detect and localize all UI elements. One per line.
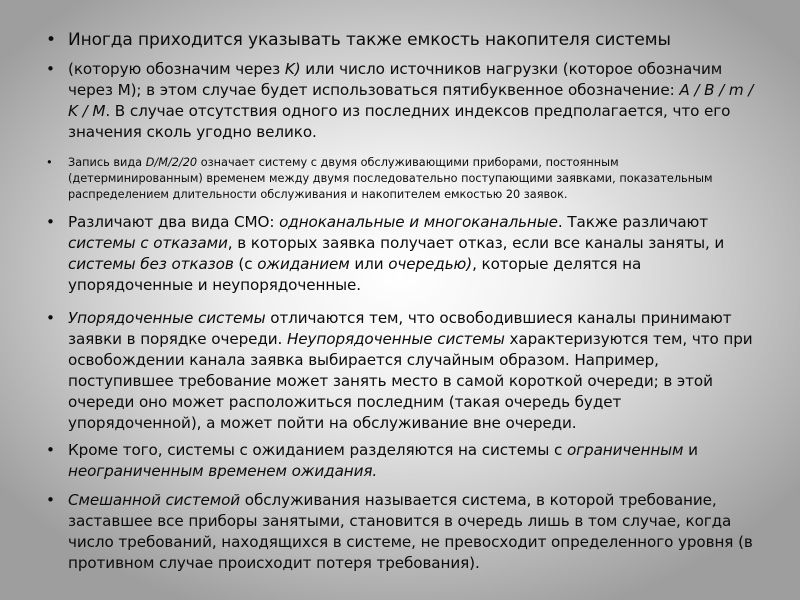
text-span: или <box>349 255 389 273</box>
bullet-item-five-letter-notation <box>44 59 756 143</box>
text-span-italic: Смешанной системой <box>68 491 241 509</box>
text-span: . Также различают <box>557 213 708 231</box>
text-span: означает систему с двумя обслуживающими приборами, постоянным (детерминированным) временем между двумя последовательно поступающими заявками, показательным распределением длительности обслуживания и накопителем емкостью 20 заявок. <box>68 156 713 201</box>
text-span-italic: ожиданием <box>257 255 350 273</box>
text-span-italic: D/M/2/20 <box>145 156 198 169</box>
text-span-italic: системы с отказами <box>68 234 228 252</box>
text-span: (которую обозначим через <box>68 60 285 78</box>
bullet-item-ordered-systems <box>44 308 756 434</box>
text-span-italic: Неупорядоченные системы <box>286 330 505 348</box>
bullet-text <box>68 213 724 294</box>
bullet-text <box>68 156 713 201</box>
bullet-item-example-notation <box>44 155 756 203</box>
bullet-item-waiting-time <box>44 440 756 482</box>
text-span-italic: очередью) <box>388 255 473 273</box>
text-span: , в которых заявка получает отказ, если все каналы заняты, и <box>227 234 725 252</box>
text-span: или число источников нагрузки (которое обозначим через M); в этом случае будет использоваться пятибуквенное обозначение: <box>68 60 723 99</box>
text-span: отличаются тем, что освободившиеся каналы принимают заявки в порядке очереди. <box>68 309 732 348</box>
text-span-italic: одноканальные и многоканальные <box>279 213 558 231</box>
text-span: характеризуются тем, что при освобождении канала заявка выбирается случайным образом. Например, поступившее требование может занять место в самой короткой очереди; в этой очереди оно может расположиться последним (такая очередь будет упорядоченной), а может пойти на обслуживание вне очереди. <box>68 330 753 432</box>
text-span: . В случае отсутствия одного из последних индексов предполагается, что его значения сколь угодно велико. <box>68 102 731 141</box>
text-span-italic: ограниченным <box>566 441 684 459</box>
text-span: Иногда приходится указывать также емкость накопителя системы <box>68 30 671 50</box>
text-span: Запись вида <box>68 156 146 169</box>
bullet-text <box>68 491 753 572</box>
bullet-item-mixed-system <box>44 490 756 574</box>
bullet-text <box>68 60 753 141</box>
text-span-italic: A / B / m / K / M <box>68 81 754 120</box>
text-span-italic: системы без отказов <box>68 255 234 273</box>
bullet-text <box>68 441 698 480</box>
text-span: (с <box>233 255 258 273</box>
text-span: Кроме того, системы с ожиданием разделяются на системы с <box>68 441 567 459</box>
bullet-text <box>68 30 671 50</box>
text-span-italic: Упорядоченные системы <box>68 309 266 327</box>
text-span: обслуживания называется система, в которой требование, заставшее все приборы занятыми, становится в очередь лишь в том случае, когда число требований, находящихся в системе, не превосходит определенного уровня (в противном случае происходит потеря требования). <box>68 491 753 572</box>
bullet-item-capacity-intro <box>44 30 756 51</box>
bullet-item-smo-types <box>44 212 756 296</box>
text-span: Различают два вида СМО: <box>68 213 280 231</box>
bullet-text <box>68 309 753 432</box>
bullet-list <box>44 30 756 574</box>
text-span: и <box>683 441 698 459</box>
text-span-italic: K) <box>284 60 301 78</box>
text-span: , которые делятся на упорядоченные и неупорядоченные. <box>68 255 642 294</box>
text-span-italic: неограниченным временем ожидания. <box>68 462 378 480</box>
